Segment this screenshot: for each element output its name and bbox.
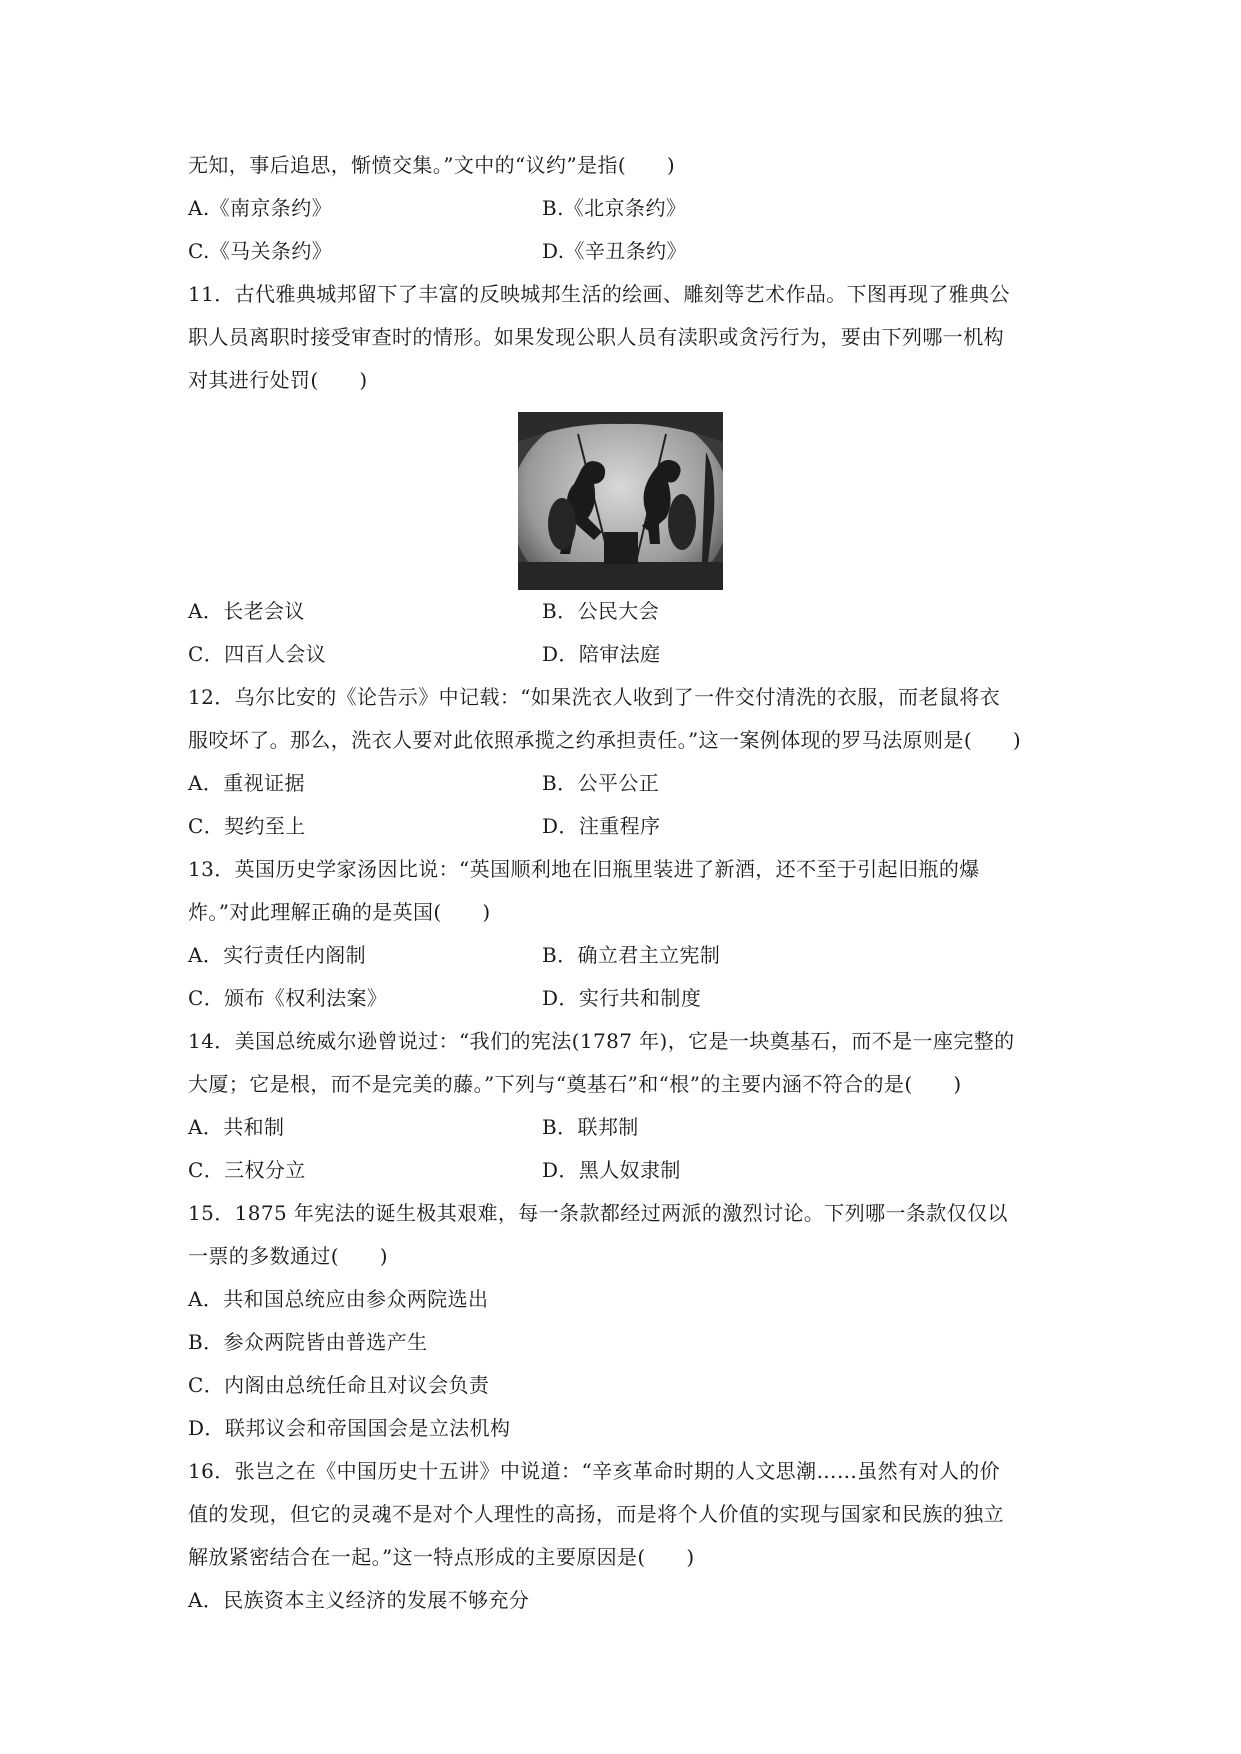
- q16-stem-line-1: 16．张岂之在《中国历史十五讲》中说道：“辛亥革命时期的人文思潮……虽然有对人的价: [188, 1459, 1001, 1483]
- q10-option-d[interactable]: D.《辛丑条约》: [542, 239, 687, 263]
- q13-option-c[interactable]: C．颁布《权利法案》: [188, 986, 388, 1010]
- q11-option-c[interactable]: C．四百人会议: [188, 642, 327, 666]
- q15-stem-line-1: 15．1875 年宪法的诞生极其艰难，每一条款都经过两派的激烈讨论。下列哪一条款仅仅以: [188, 1201, 1008, 1225]
- q10-options-row-2: [188, 230, 1068, 273]
- q12-option-d[interactable]: D．注重程序: [542, 814, 661, 838]
- greek-vase-illustration: [518, 412, 723, 590]
- q12-options-row-1: [188, 762, 1068, 805]
- q14-option-d[interactable]: D．黑人奴隶制: [542, 1158, 681, 1182]
- q12-option-a[interactable]: A．重视证据: [188, 771, 305, 795]
- q13-stem-line-1: 13．英国历史学家汤因比说：“英国顺利地在旧瓶里装进了新酒，还不至于引起旧瓶的爆: [188, 857, 980, 881]
- q11-options-row-1: [188, 590, 1068, 633]
- q14-option-a[interactable]: A．共和制: [188, 1115, 285, 1139]
- q12-stem-line-1: 12．乌尔比安的《论告示》中记载：“如果洗衣人收到了一件交付清洗的衣服，而老鼠将衣: [188, 685, 1001, 709]
- q16-stem-line-3: 解放紧密结合在一起。”这一特点形成的主要原因是( ): [188, 1545, 695, 1569]
- q13-option-a[interactable]: A．实行责任内阁制: [188, 943, 367, 967]
- q12-option-c[interactable]: C．契约至上: [188, 814, 306, 838]
- q11-option-d[interactable]: D．陪审法庭: [542, 642, 661, 666]
- q13-stem-line-2: 炸。”对此理解正确的是英国( ): [188, 900, 491, 924]
- q15-stem-line-2: 一票的多数通过( ): [188, 1244, 389, 1268]
- q13-options-row-2: [188, 977, 1068, 1020]
- q10-option-a[interactable]: A.《南京条约》: [188, 196, 333, 220]
- q13-option-d[interactable]: D．实行共和制度: [542, 986, 702, 1010]
- q14-stem-line-1: 14．美国总统威尔逊曾说过：“我们的宪法(1787 年)，它是一块奠基石，而不是一座完整的: [188, 1029, 1015, 1053]
- q12-stem-line-2: 服咬坏了。那么，洗衣人要对此依照承揽之约承担责任。”这一案例体现的罗马法原则是( ): [188, 728, 1022, 752]
- q11-option-b[interactable]: B．公民大会: [542, 599, 660, 623]
- q15-option-a[interactable]: A．共和国总统应由参众两院选出: [188, 1287, 489, 1311]
- q11-options-row-2: [188, 633, 1068, 676]
- q14-options-row-2: [188, 1149, 1068, 1192]
- q14-options-row-1: [188, 1106, 1068, 1149]
- q11-figure: [188, 402, 1068, 590]
- q15-option-d[interactable]: D．联邦议会和帝国国会是立法机构: [188, 1416, 511, 1440]
- q12-option-b[interactable]: B．公平公正: [542, 771, 660, 795]
- q14-stem-line-2: 大厦；它是根，而不是完美的藤。”下列与“奠基石”和“根”的主要内涵不符合的是( ): [188, 1072, 962, 1096]
- q11-stem-line-3: 对其进行处罚( ): [188, 368, 368, 392]
- q10-option-b[interactable]: B.《北京条约》: [542, 196, 687, 220]
- q11-option-a[interactable]: A．长老会议: [188, 599, 305, 623]
- exam-page: [188, 144, 1068, 1622]
- q12-options-row-2: [188, 805, 1068, 848]
- q14-option-b[interactable]: B．联邦制: [542, 1115, 639, 1139]
- q13-options-row-1: [188, 934, 1068, 977]
- q11-stem-line-2: 职人员离职时接受审查时的情形。如果发现公职人员有渎职或贪污行为，要由下列哪一机构: [188, 325, 1004, 349]
- q10-option-c[interactable]: C.《马关条约》: [188, 239, 333, 263]
- q16-option-a[interactable]: A．民族资本主义经济的发展不够充分: [188, 1588, 530, 1612]
- q10-options-row-1: [188, 187, 1068, 230]
- q13-option-b[interactable]: B．确立君主立宪制: [542, 943, 721, 967]
- q14-option-c[interactable]: C．三权分立: [188, 1158, 306, 1182]
- q16-stem-line-2: 值的发现，但它的灵魂不是对个人理性的高扬，而是将个人价值的实现与国家和民族的独立: [188, 1502, 1004, 1526]
- q11-stem-line-1: 11．古代雅典城邦留下了丰富的反映城邦生活的绘画、雕刻等艺术作品。下图再现了雅典公: [188, 282, 1010, 306]
- q15-option-c[interactable]: C．内阁由总统任命且对议会负责: [188, 1373, 490, 1397]
- q15-option-b[interactable]: B．参众两院皆由普选产生: [188, 1330, 428, 1354]
- q10-stem-line-1: 无知，事后追思，惭愤交集。”文中的“议约”是指( ): [188, 153, 676, 177]
